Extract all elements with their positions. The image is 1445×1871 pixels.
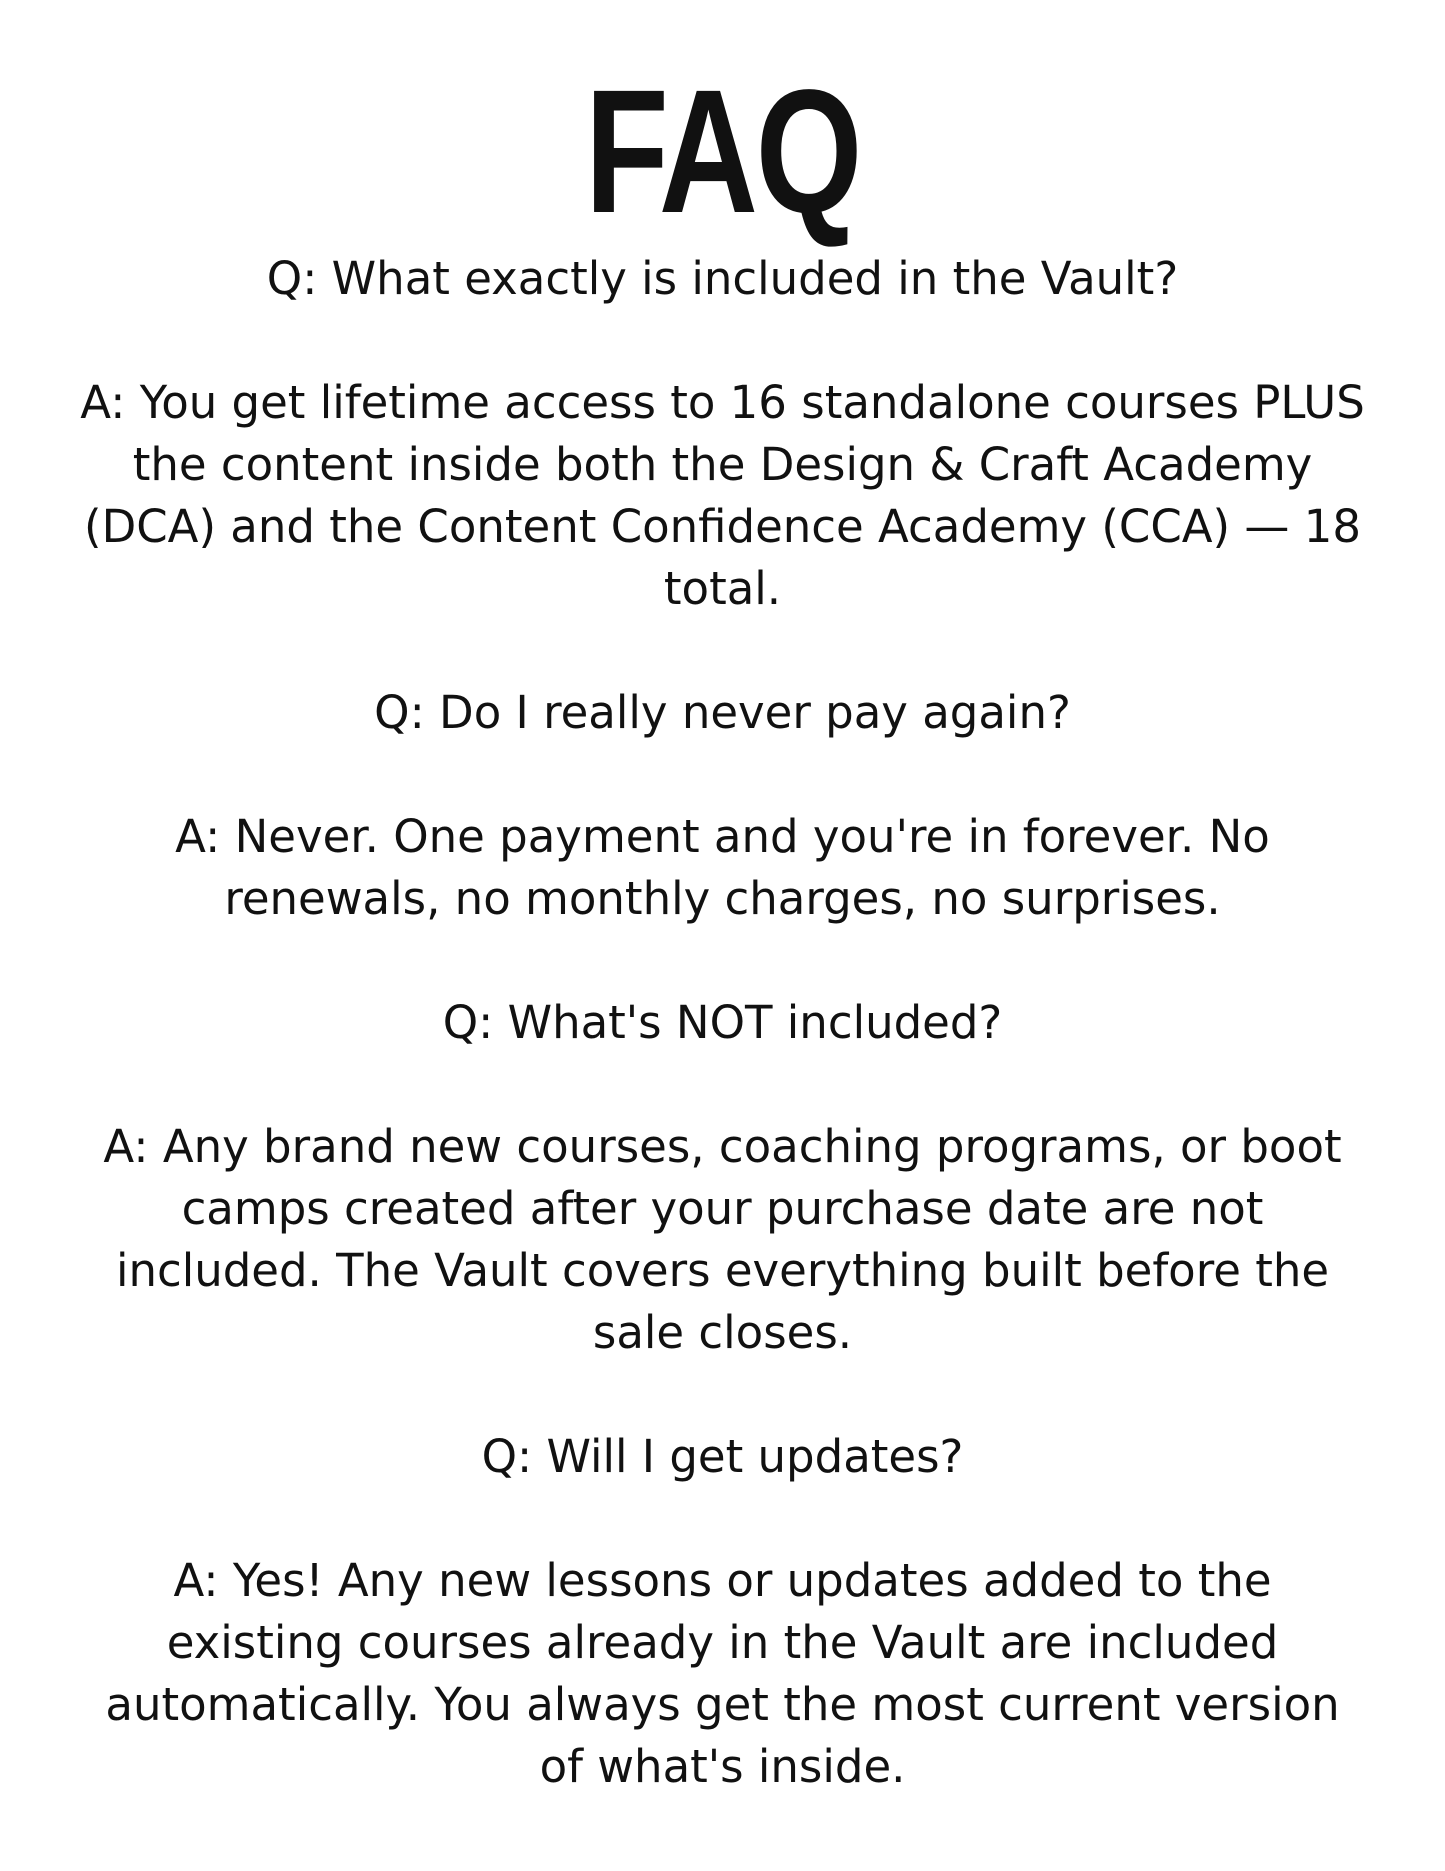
faq-question: Q: What's NOT included? — [442, 996, 1003, 1049]
faq-item — [70, 1426, 1375, 1798]
faq-item — [70, 682, 1375, 930]
faq-question: Q: Do I really never pay again? — [374, 686, 1071, 739]
faq-question: Q: Will I get updates? — [481, 1430, 964, 1483]
faq-item — [70, 248, 1375, 620]
faq-answer: A: You get lifetime access to 16 standalone courses PLUS the content inside both the Design & Craft Academy (DCA) and the Content Confidence Academy (CCA) — 18 total. — [80, 376, 1365, 615]
faq-answer: A: Yes! Any new lessons or updates added to the existing courses already in the Vault are included automatically. You always get the most current version of what's inside. — [105, 1554, 1340, 1793]
faq-answer: A: Never. One payment and you're in forever. No renewals, no monthly charges, no surprises. — [175, 810, 1270, 925]
faq-list — [70, 248, 1375, 1798]
page-title: FAQ — [584, 54, 861, 250]
faq-question: Q: What exactly is included in the Vault? — [266, 252, 1179, 305]
faq-item — [70, 992, 1375, 1364]
faq-answer: A: Any brand new courses, coaching programs, or boot camps created after your purchase date are not included. The Vault covers everything built before the sale closes. — [103, 1120, 1342, 1359]
